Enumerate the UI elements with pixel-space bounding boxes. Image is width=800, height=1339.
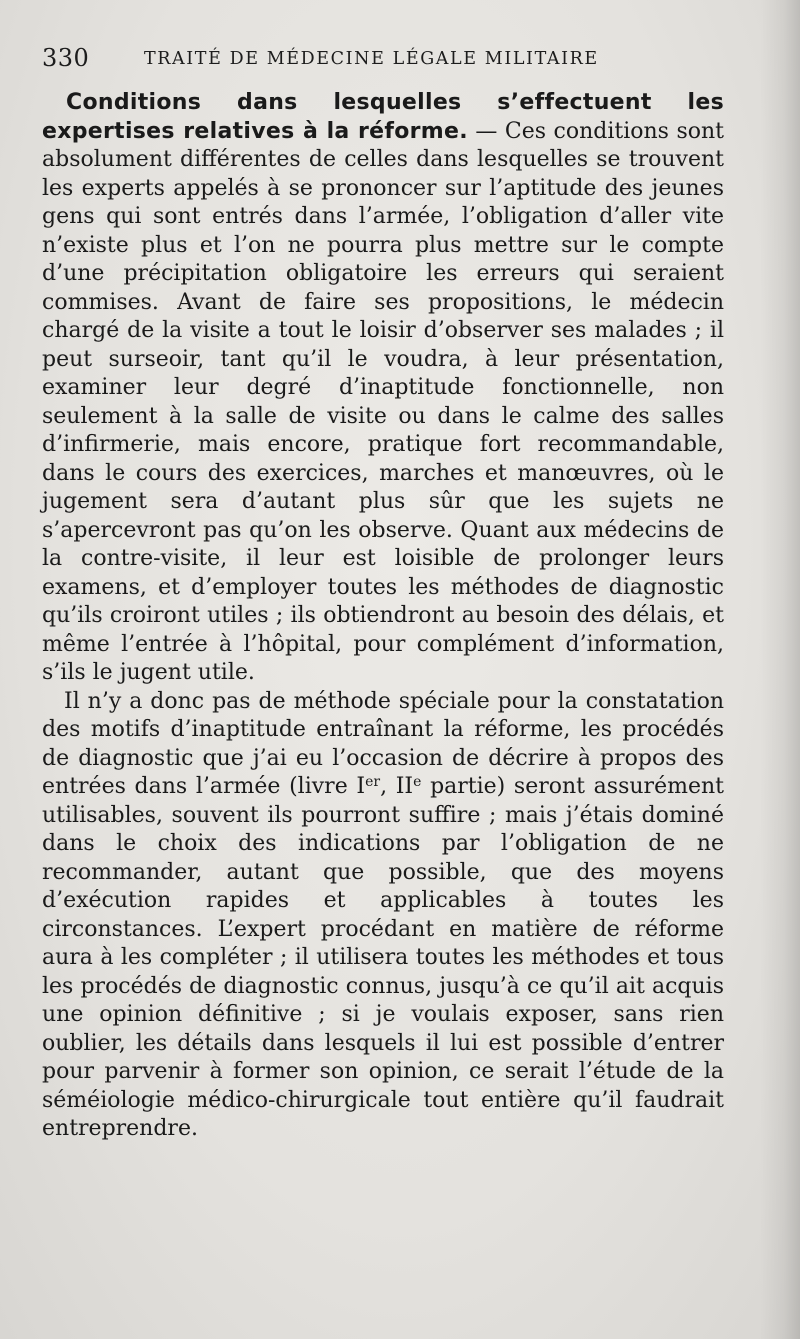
paragraph-1 bbox=[42, 89, 724, 688]
running-title: TRAITÉ DE MÉDECINE LÉGALE MILITAIRE bbox=[144, 49, 599, 69]
paragraph-2-text-a: Il n’y a donc pas de méthode spéciale pour la constatation des motifs d’inaptitude entraînant la réforme, les procédés de diagnostic que j’ai eu l’occasion de décrire à propos des entrées dans l’armée (livre I bbox=[42, 688, 724, 799]
page-number: 330 bbox=[42, 44, 90, 72]
body-text bbox=[42, 89, 724, 1144]
page-header bbox=[42, 44, 742, 76]
paragraph-2-text-c: partie) seront assurément utilisables, souvent ils pourront suffire ; mais j’étais dominé dans le choix des indications par l’obligation de ne recommander, autant que possible, que des moyens d’exécution rapides et applicables à toutes les circonstances. L’expert procédant en matière de réforme aura à les compléter ; il utilisera toutes les méthodes et tous les procédés de diagnostic connus, jusqu’à ce qu’il ait acquis une opinion définitive ; si je voulais exposer, sans rien oublier, les détails dans lesquels il lui est possible d’entrer pour parvenir à former son opinion, ce serait l’étude de la séméiologie médico-chirurgicale tout entière qu’il faudrait entreprendre. bbox=[42, 774, 724, 1141]
superscript-e: e bbox=[413, 774, 422, 790]
paragraph-2-text-b: , II bbox=[380, 774, 414, 799]
paragraph-1-text: — Ces conditions sont absolument différentes de celles dans lesquelles se trouvent les experts appelés à se prononcer sur l’aptitude des jeunes gens qui sont entrés dans l’armée, l’obligation d’aller vite n’existe plus et l’on ne pourra plus mettre sur le compte d’une précipitation obligatoire les erreurs qui seraient commises. Avant de faire ses propositions, le médecin chargé de la visite a tout le loisir d’observer ses malades ; il peut surseoir, tant qu’il le voudra, à leur présentation, examiner leur degré d’inaptitude fonctionnelle, non seulement à la salle de visite ou dans le calme des salles d’infirmerie, mais encore, pratique fort recommandable, dans le cours des exercices, marches et manœuvres, où le jugement sera d’autant plus sûr que les sujets ne s’apercevront pas qu’on les observe. Quant aux médecins de la contre-visite, il leur est loisible de prolonger leurs examens, et d’employer toutes les méthodes de diagnostic qu’ils croiront utiles ; ils obtiendront au besoin des délais, et même l’entrée à l’hôpital, pour complément d’information, s’ils le jugent utile. bbox=[42, 118, 724, 685]
paragraph-2 bbox=[42, 688, 724, 1144]
superscript-er: er bbox=[365, 774, 381, 790]
section-heading-inline: Conditions dans lesquelles s’effectuent les expertises relatives à la réforme. bbox=[42, 90, 724, 144]
page-edge-shadow bbox=[760, 0, 800, 1339]
